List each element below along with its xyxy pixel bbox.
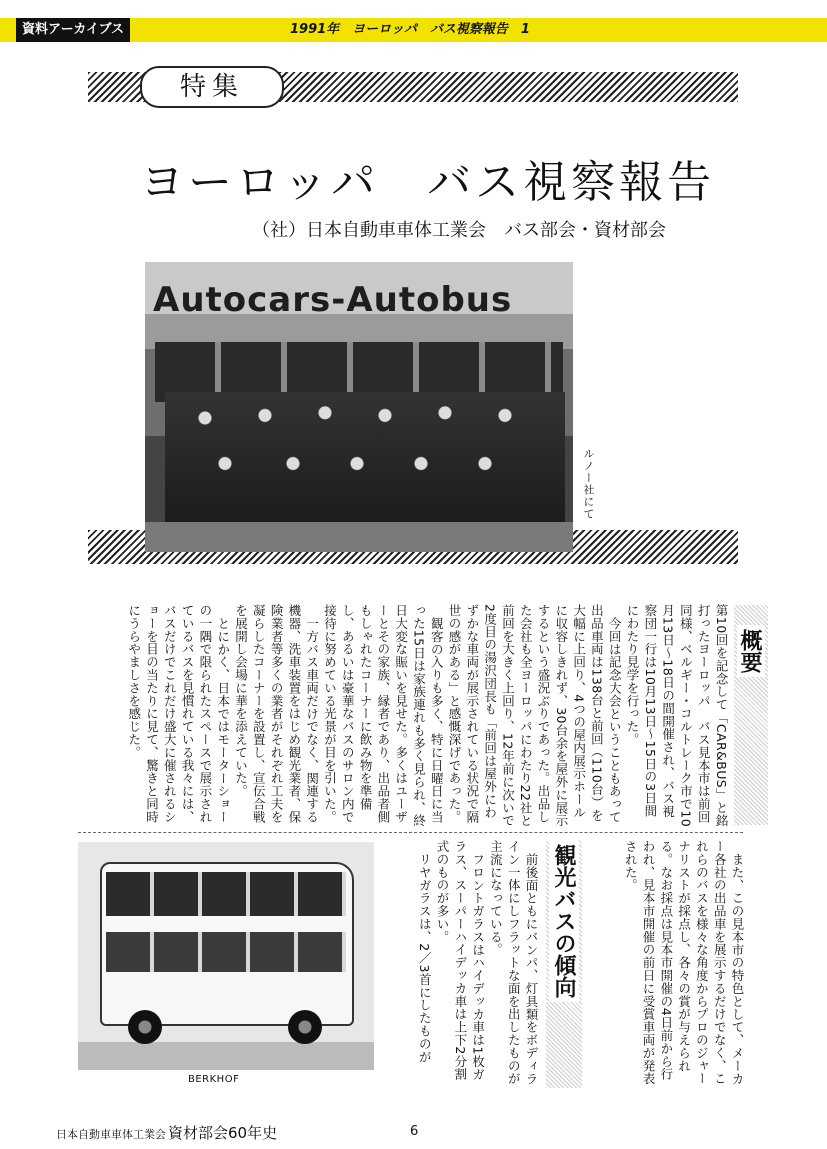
bus-photo-caption: BERKHOF	[188, 1074, 240, 1085]
photo-ground	[145, 522, 573, 552]
section-heading-box	[546, 840, 582, 1088]
delegation-group	[165, 392, 565, 522]
bus-lower-windows	[106, 932, 346, 972]
section-heading: 概要	[737, 625, 765, 677]
paragraph: 観客の入りも多く、特に日曜日に当った15日は家族連れも多く見られ、終日大変な賑いを見せた。多くはユーザーとその家族、縁者であり、出品者側もしゃれたコーナーに飲み物を準備し、あるいは豪華なバスのサロン内で接待に努めている光景が目を引いた。	[322, 604, 445, 828]
feature-label: 特集	[140, 66, 284, 108]
paragraph: フロントガラスはハイデッカ車は1枚ガラス、スーパーハイデッカ車は上下2分割式のものが多い。	[435, 840, 486, 1081]
wheel-icon	[128, 1010, 162, 1044]
page-number: 6	[410, 1124, 419, 1139]
page-title: ヨーロッパ バス視察報告	[140, 157, 716, 208]
section-tag: 資料アーカイブス	[16, 18, 130, 42]
section-heading-box	[734, 605, 768, 825]
section1-body	[78, 604, 730, 828]
paragraph: 一方バス車両だけでなく、関連する機器、洗車装置をはじめ観光業者、保険業者等多くの業者がそれぞれ工夫を凝らしたコーナーを設置し、宣伝合戦を展開し会場に華を添えていた。	[233, 604, 320, 824]
column-divider	[78, 832, 743, 833]
running-head: 1991年 ヨーロッパ バス視察報告 1	[290, 22, 530, 37]
paragraph: リヤガラスは、2／3首にしたものが	[417, 852, 433, 1063]
paragraph: 今回は記念大会ということもあって出品車両は138台と前回（110台）を大幅に上回り、4つの屋内展示ホールに収容しきれず、30台余を屋外に展示するという盛況ぶりであった。出品した会社も全ヨーロッパにわたり22社と前回を大きく上回り、12年前に次いで2度目の湯沢団長も「前回は屋外にわずかな車両が展示されている状況で隔世の感がある」と感慨深げであった。	[447, 604, 623, 828]
header-bar	[0, 18, 827, 42]
photo-caption: ルノー社にて	[582, 448, 595, 520]
building-sign: Autocars-Autobus	[153, 280, 513, 320]
wheel-icon	[288, 1010, 322, 1044]
photo-ground	[78, 1042, 374, 1070]
paragraph: 第10回を記念して「CAR&BUS」と銘打ったヨーロッパ バス見本市は前回同様、ベルギー・コルトレーク市で10月13日～18日の間開催され、バス視察団一行は10月13日～15日の3日間にわたり見学を行った。	[625, 604, 729, 828]
footer-book-title: 資材部会60年史	[168, 1124, 278, 1142]
paragraph: とにかく、日本ではモーターショーの一隅で限られたスペースで展示されているバスを見慣れている我々には、バスだけでこれだけ盛大に催されるショーを目の当たりに見て、驚きと同時にうらやましさを感じた。	[126, 604, 231, 824]
paragraph: 前後面ともにバンパ、灯具類をボディライン一体にしフラットな面を出したものが主流になっている。	[488, 840, 539, 1086]
section-heading: 観光バスの傾向	[549, 840, 579, 1002]
bus-photo	[78, 842, 374, 1070]
section2-body	[384, 840, 540, 1088]
bus-upper-windows	[106, 872, 346, 916]
footer-organization: 日本自動車車体工業会	[56, 1128, 166, 1141]
organization-byline: （社）日本自動車車体工業会 バス部会・資材部会	[252, 220, 666, 241]
paragraph: また、この見本市の特色として、メーカー各社の出品車を展示するだけでなく、これらのバスを様々な角度からプロのジャーナリストが採点し、各々の賞が与えられる。なお採点は見本市開催の4日前から行われ、見本市開催の前日に受賞車両が発表された。	[623, 840, 745, 1086]
group-photo	[145, 262, 573, 552]
section1-continued	[590, 840, 746, 1088]
